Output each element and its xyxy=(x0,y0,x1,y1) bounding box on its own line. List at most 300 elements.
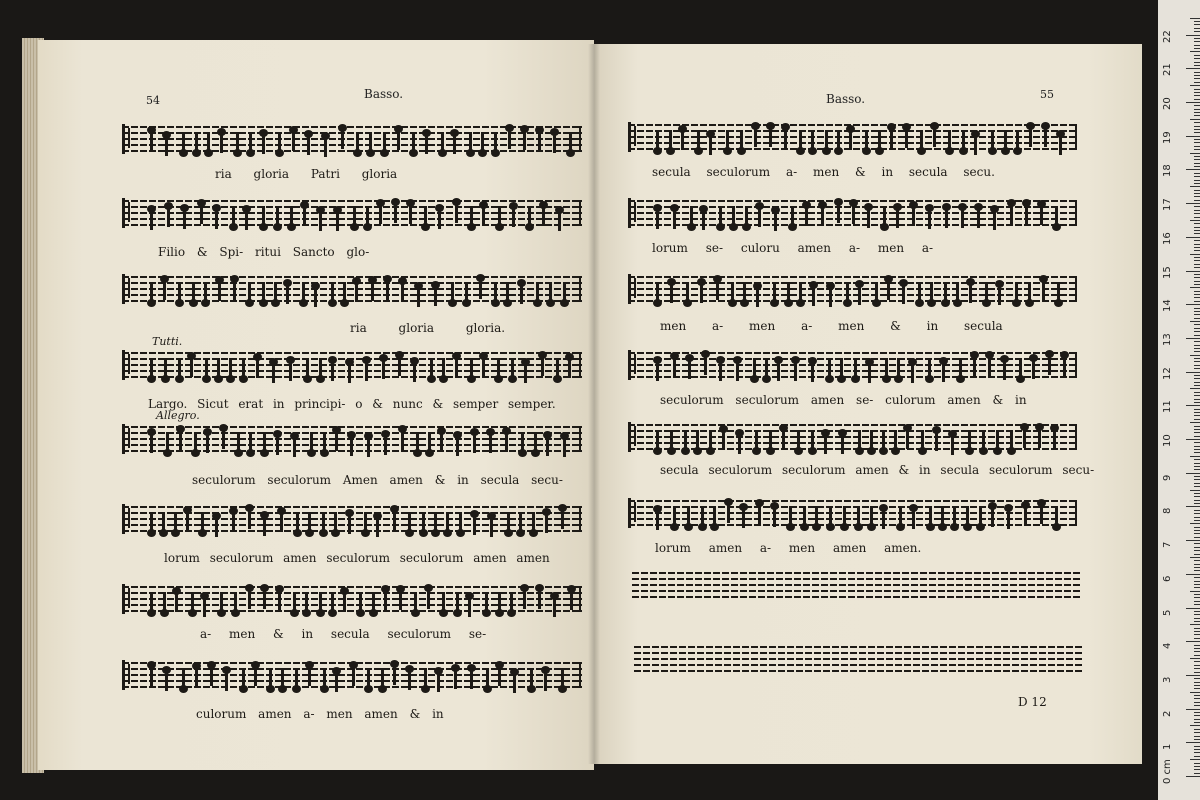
note-mark xyxy=(232,510,235,532)
ruler-tick xyxy=(1194,244,1200,245)
note-mark xyxy=(782,427,785,449)
ruler-tick xyxy=(1194,517,1200,518)
ruler-tick xyxy=(1190,388,1200,389)
note-mark xyxy=(490,515,493,537)
ruler-tick xyxy=(1194,550,1200,551)
ruler-tick xyxy=(1194,500,1200,501)
note-mark xyxy=(162,512,165,534)
ruler-tick xyxy=(1194,705,1200,706)
barline xyxy=(1075,424,1077,450)
ruler-tick xyxy=(1194,257,1200,258)
note-mark xyxy=(570,588,573,610)
note-mark xyxy=(542,204,545,226)
ruler-tick xyxy=(1194,230,1200,231)
note-mark xyxy=(485,592,488,614)
ruler-tick xyxy=(1186,372,1200,373)
note-mark xyxy=(365,359,368,381)
ruler-tick xyxy=(1194,308,1200,309)
note-mark xyxy=(286,282,289,304)
note-mark xyxy=(929,506,932,528)
note-mark xyxy=(165,134,168,156)
note-mark xyxy=(234,592,237,614)
ruler-tick xyxy=(1194,341,1200,342)
ruler-label: 20 xyxy=(1162,97,1173,110)
note-mark xyxy=(292,129,295,151)
note-mark xyxy=(263,587,266,609)
note-mark xyxy=(773,505,776,527)
ruler-tick xyxy=(1186,641,1200,642)
note-mark xyxy=(959,358,962,380)
note-mark xyxy=(422,512,425,534)
note-mark xyxy=(343,282,346,304)
ruler-tick xyxy=(1194,159,1200,160)
note-mark xyxy=(1032,357,1035,379)
note-mark xyxy=(656,282,659,304)
note-mark xyxy=(569,132,572,154)
ruler-tick xyxy=(1194,695,1200,696)
note-mark xyxy=(229,358,232,380)
ruler-tick xyxy=(1194,149,1200,150)
note-mark xyxy=(494,132,497,154)
ruler-tick xyxy=(1190,490,1200,491)
note-mark xyxy=(920,130,923,152)
ruler-tick xyxy=(1186,776,1200,777)
note-mark xyxy=(935,429,938,451)
note-mark xyxy=(794,359,797,381)
ruler-tick xyxy=(1194,264,1200,265)
ruler-tick xyxy=(1194,21,1200,22)
ruler-tick xyxy=(1194,324,1200,325)
note-mark xyxy=(192,282,195,304)
ruler-tick xyxy=(1194,176,1200,177)
note-mark xyxy=(897,358,900,380)
note-mark xyxy=(319,592,322,614)
note-mark xyxy=(799,130,802,152)
note-mark xyxy=(165,669,168,691)
note-mark xyxy=(875,282,878,304)
ruler-tick xyxy=(1194,318,1200,319)
note-mark xyxy=(183,207,186,229)
music-staff xyxy=(632,572,1082,598)
right-page-number: 55 xyxy=(1040,88,1054,101)
note-mark xyxy=(203,595,206,617)
note-mark xyxy=(829,506,832,528)
ruler-tick xyxy=(1194,348,1200,349)
ruler-tick xyxy=(1194,45,1200,46)
ruler-tick xyxy=(1186,102,1200,103)
ruler-tick xyxy=(1194,109,1200,110)
ruler-tick xyxy=(1194,368,1200,369)
ruler-tick xyxy=(1194,419,1200,420)
ruler-tick xyxy=(1194,146,1200,147)
note-mark xyxy=(150,431,153,453)
note-mark xyxy=(556,358,559,380)
ruler-tick xyxy=(1194,75,1200,76)
ruler-tick xyxy=(1190,658,1200,659)
ruler-tick xyxy=(1194,432,1200,433)
note-mark xyxy=(1055,206,1058,228)
note-mark xyxy=(428,432,431,454)
note-mark xyxy=(985,282,988,304)
note-mark xyxy=(700,281,703,303)
ruler-tick xyxy=(1190,51,1200,52)
ruler-tick xyxy=(1194,213,1200,214)
note-mark xyxy=(962,130,965,152)
note-mark xyxy=(553,595,556,617)
ruler-tick xyxy=(1194,678,1200,679)
ruler-tick xyxy=(1194,163,1200,164)
note-mark xyxy=(890,126,893,148)
note-mark xyxy=(456,592,459,614)
note-mark xyxy=(366,206,369,228)
ruler-tick xyxy=(1194,41,1200,42)
note-mark xyxy=(553,131,556,153)
ruler-tick xyxy=(1194,426,1200,427)
ruler-tick xyxy=(1194,688,1200,689)
note-mark xyxy=(821,204,824,226)
note-mark xyxy=(437,670,440,692)
note-mark xyxy=(295,668,298,690)
note-mark xyxy=(218,279,221,301)
note-mark xyxy=(204,282,207,304)
note-mark xyxy=(459,512,462,534)
clef-mark xyxy=(122,424,137,454)
note-mark xyxy=(930,282,933,304)
note-mark xyxy=(765,358,768,380)
ruler-tick xyxy=(1194,645,1200,646)
ruler-tick xyxy=(1194,129,1200,130)
note-mark xyxy=(427,587,430,609)
note-mark xyxy=(498,664,501,686)
note-mark xyxy=(150,664,153,686)
ruler-tick xyxy=(1194,24,1200,25)
ruler-tick xyxy=(1194,206,1200,207)
note-mark xyxy=(401,280,404,302)
ruler-tick xyxy=(1190,85,1200,86)
note-mark xyxy=(846,282,849,304)
note-mark xyxy=(944,282,947,304)
note-mark xyxy=(894,430,897,452)
ruler-tick xyxy=(1186,473,1200,474)
note-mark xyxy=(756,285,759,307)
note-mark xyxy=(1024,504,1027,526)
ruler-tick xyxy=(1194,58,1200,59)
note-mark xyxy=(381,668,384,690)
note-mark xyxy=(353,206,356,228)
note-mark xyxy=(911,361,914,383)
ruler-label: 9 xyxy=(1162,474,1173,481)
ruler-tick xyxy=(1186,675,1200,676)
note-mark xyxy=(510,592,513,614)
note-mark xyxy=(319,358,322,380)
left-page-number: 54 xyxy=(146,94,160,107)
note-mark xyxy=(276,206,279,228)
note-mark xyxy=(397,128,400,150)
left-lyric-line-5: seculorum seculorum Amen amen & in secula secu- xyxy=(192,473,563,487)
note-mark xyxy=(991,130,994,152)
ruler-tick xyxy=(1194,752,1200,753)
ruler-tick xyxy=(1194,581,1200,582)
note-mark xyxy=(523,587,526,609)
note-mark xyxy=(740,130,743,152)
note-mark xyxy=(367,668,370,690)
ruler-tick xyxy=(1194,72,1200,73)
note-mark xyxy=(789,506,792,528)
clef-mark xyxy=(122,198,137,228)
note-mark xyxy=(278,132,281,154)
clef-mark xyxy=(122,350,137,380)
ruler-tick xyxy=(1194,601,1200,602)
note-mark xyxy=(716,278,719,300)
ruler-tick xyxy=(1186,574,1200,575)
note-mark xyxy=(350,434,353,456)
ruler-tick xyxy=(1194,385,1200,386)
note-mark xyxy=(563,435,566,457)
note-mark xyxy=(670,281,673,303)
ruler-tick xyxy=(1194,756,1200,757)
note-mark xyxy=(882,507,885,529)
ruler-label: 2 xyxy=(1162,710,1173,717)
note-mark xyxy=(465,282,468,304)
ruler-tick xyxy=(1194,402,1200,403)
ruler-tick xyxy=(1194,554,1200,555)
ruler-tick xyxy=(1194,634,1200,635)
ruler-tick xyxy=(1194,429,1200,430)
ruler-tick xyxy=(1190,355,1200,356)
left-page-header: Basso. xyxy=(364,87,404,101)
ruler-label: 4 xyxy=(1162,642,1173,650)
music-staff xyxy=(122,200,582,226)
note-mark xyxy=(182,132,185,154)
barline xyxy=(579,352,581,378)
ruler-tick xyxy=(1194,31,1200,32)
note-mark xyxy=(686,282,689,304)
right-lyric-line-2: lorum se- culoru amen a- men a- xyxy=(652,241,934,255)
ruler-tick xyxy=(1194,712,1200,713)
note-mark xyxy=(323,668,326,690)
note-mark xyxy=(928,207,931,229)
note-mark xyxy=(1016,130,1019,152)
note-mark xyxy=(921,430,924,452)
note-mark xyxy=(538,587,541,609)
ruler-tick xyxy=(1194,564,1200,565)
note-mark xyxy=(912,507,915,529)
note-mark xyxy=(977,206,980,228)
note-mark xyxy=(482,204,485,226)
ruler-tick xyxy=(1194,92,1200,93)
note-mark xyxy=(195,665,198,687)
note-mark xyxy=(290,206,293,228)
note-mark xyxy=(303,204,306,226)
ruler-tick xyxy=(1194,560,1200,561)
ruler-tick xyxy=(1194,412,1200,413)
ruler-tick xyxy=(1194,466,1200,467)
ruler-tick xyxy=(1190,692,1200,693)
ruler-tick xyxy=(1194,749,1200,750)
note-mark xyxy=(424,206,427,228)
note-mark xyxy=(468,595,471,617)
note-mark xyxy=(536,282,539,304)
ruler-tick xyxy=(1194,301,1200,302)
note-mark xyxy=(743,282,746,304)
barline xyxy=(579,426,581,452)
ruler-tick xyxy=(1194,132,1200,133)
ruler-tick xyxy=(1194,685,1200,686)
ruler-tick xyxy=(1194,510,1200,511)
note-mark xyxy=(393,508,396,530)
note-mark xyxy=(1025,202,1028,224)
note-mark xyxy=(262,132,265,154)
music-staff xyxy=(634,646,1082,672)
note-mark xyxy=(524,361,527,383)
note-mark xyxy=(887,278,890,300)
note-mark xyxy=(249,432,252,454)
clef-mark xyxy=(122,274,137,304)
music-staff xyxy=(122,506,582,532)
clef-mark xyxy=(122,660,137,690)
note-mark xyxy=(289,359,292,381)
note-mark xyxy=(479,277,482,299)
ruler-tick xyxy=(1194,28,1200,29)
barline xyxy=(579,276,581,302)
note-mark xyxy=(669,130,672,152)
note-mark xyxy=(1023,426,1026,448)
note-mark xyxy=(951,433,954,455)
note-mark xyxy=(217,358,220,380)
ruler-tick xyxy=(1194,409,1200,410)
ruler-tick xyxy=(1194,651,1200,652)
note-mark xyxy=(837,130,840,152)
note-mark xyxy=(408,668,411,690)
note-mark xyxy=(245,208,248,230)
note-mark xyxy=(416,432,419,454)
ruler-tick xyxy=(1194,190,1200,191)
note-mark xyxy=(319,209,322,231)
note-mark xyxy=(331,282,334,304)
note-mark xyxy=(233,278,236,300)
clef-mark xyxy=(628,498,643,528)
ruler-tick xyxy=(1194,604,1200,605)
ruler-tick xyxy=(1194,196,1200,197)
note-mark xyxy=(343,590,346,612)
ruler-tick xyxy=(1194,139,1200,140)
note-mark xyxy=(736,359,739,381)
ruler-label: 13 xyxy=(1162,333,1173,346)
ruler-tick xyxy=(1194,351,1200,352)
barline xyxy=(1075,200,1077,226)
ruler-tick xyxy=(1194,89,1200,90)
note-mark xyxy=(722,428,725,450)
ruler-tick xyxy=(1190,591,1200,592)
note-mark xyxy=(331,592,334,614)
note-mark xyxy=(412,132,415,154)
ruler-tick xyxy=(1194,62,1200,63)
right-lyric-line-6: lorum amen a- men amen amen. xyxy=(655,541,922,555)
note-mark xyxy=(263,432,266,454)
note-mark xyxy=(1010,430,1013,452)
note-mark xyxy=(455,201,458,223)
note-mark xyxy=(727,501,730,523)
note-mark xyxy=(306,358,309,380)
ruler-tick xyxy=(1194,446,1200,447)
right-lyric-line-1: secula seculorum a- men & in secula secu. xyxy=(652,165,995,179)
barline xyxy=(579,506,581,532)
clef-mark xyxy=(628,198,643,228)
note-mark xyxy=(719,206,722,228)
note-mark xyxy=(811,360,814,382)
note-mark xyxy=(953,506,956,528)
note-mark xyxy=(966,506,969,528)
note-mark xyxy=(656,130,659,152)
ruler-tick xyxy=(1194,547,1200,548)
ruler-tick xyxy=(1194,483,1200,484)
note-mark xyxy=(769,125,772,147)
note-mark xyxy=(840,358,843,380)
note-mark xyxy=(998,283,1001,305)
ruler-tick xyxy=(1194,311,1200,312)
note-mark xyxy=(281,668,284,690)
note-mark xyxy=(359,592,362,614)
note-mark xyxy=(274,282,277,304)
ruler-tick xyxy=(1194,661,1200,662)
note-mark xyxy=(945,206,948,228)
note-mark xyxy=(918,282,921,304)
note-mark xyxy=(414,592,417,614)
note-mark xyxy=(993,208,996,230)
music-staff xyxy=(122,126,582,152)
ruler-tick xyxy=(1194,375,1200,376)
ruler-tick xyxy=(1194,486,1200,487)
ruler-tick xyxy=(1194,436,1200,437)
ruler-tick xyxy=(1194,281,1200,282)
note-mark xyxy=(738,432,741,454)
note-mark xyxy=(507,512,510,534)
note-mark xyxy=(242,668,245,690)
note-mark xyxy=(506,282,509,304)
note-mark xyxy=(262,206,265,228)
ruler-tick xyxy=(1194,277,1200,278)
ruler-label: 21 xyxy=(1162,63,1173,77)
note-mark xyxy=(262,282,265,304)
note-mark xyxy=(163,278,166,300)
note-mark xyxy=(1040,203,1043,225)
note-mark xyxy=(470,667,473,689)
ruler-label: 11 xyxy=(1162,400,1173,414)
ruler-tick xyxy=(1186,709,1200,710)
note-mark xyxy=(719,359,722,381)
ruler-tick xyxy=(1194,729,1200,730)
ruler-tick xyxy=(1190,456,1200,457)
note-mark xyxy=(222,427,225,449)
note-mark xyxy=(174,512,177,534)
music-staff xyxy=(122,586,582,612)
note-mark xyxy=(505,430,508,452)
note-mark xyxy=(408,512,411,534)
note-mark xyxy=(988,354,991,376)
note-mark xyxy=(745,206,748,228)
note-mark xyxy=(307,133,310,155)
ruler-label: 19 xyxy=(1162,130,1173,144)
note-mark xyxy=(489,431,492,453)
ruler-tick xyxy=(1194,105,1200,106)
ruler-tick xyxy=(1190,624,1200,625)
note-mark xyxy=(773,282,776,304)
ruler-tick xyxy=(1194,415,1200,416)
clef-mark xyxy=(122,584,137,614)
note-mark xyxy=(996,430,999,452)
note-mark xyxy=(687,506,690,528)
note-mark xyxy=(508,127,511,149)
